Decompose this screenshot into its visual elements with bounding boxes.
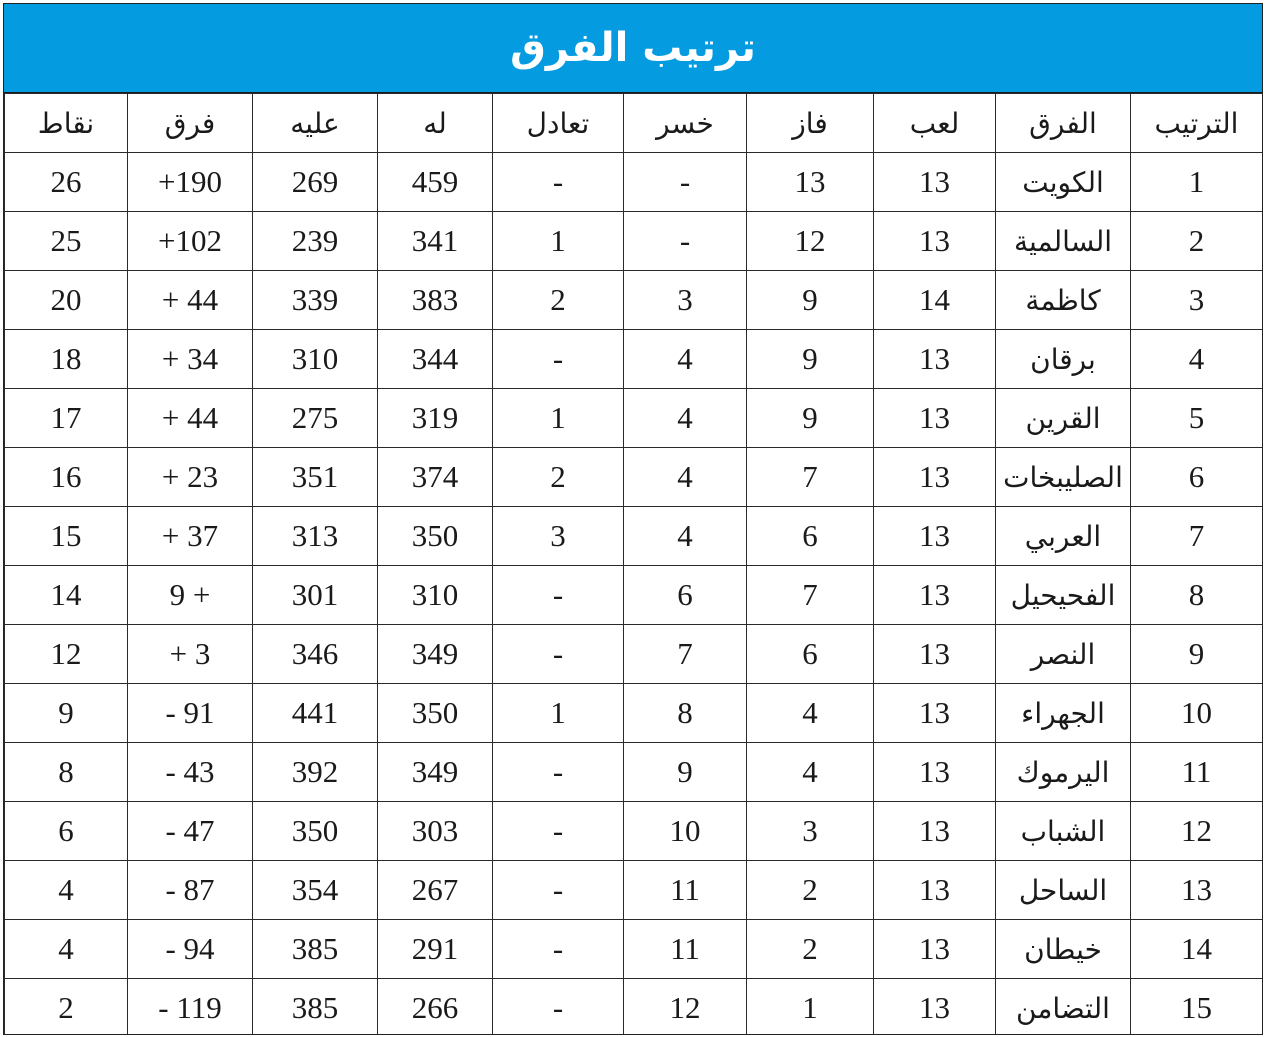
points-cell: 16 (5, 448, 128, 507)
diff-cell: + 44 (128, 389, 253, 448)
team-cell: كاظمة (996, 271, 1131, 330)
for-cell: 459 (378, 153, 493, 212)
points-cell: 25 (5, 212, 128, 271)
for-cell: 319 (378, 389, 493, 448)
rank-cell: 2 (1131, 212, 1263, 271)
played-cell: 13 (874, 212, 996, 271)
against-cell: 441 (253, 684, 378, 743)
team-cell: اليرموك (996, 743, 1131, 802)
points-cell: 8 (5, 743, 128, 802)
lost-cell: - (624, 153, 747, 212)
against-cell: 354 (253, 861, 378, 920)
played-cell: 14 (874, 271, 996, 330)
against-cell: 385 (253, 920, 378, 979)
lost-cell: 4 (624, 330, 747, 389)
header-against: عليه (253, 94, 378, 153)
for-cell: 310 (378, 566, 493, 625)
team-cell: النصر (996, 625, 1131, 684)
for-cell: 267 (378, 861, 493, 920)
table-row (5, 153, 1263, 212)
for-cell: 291 (378, 920, 493, 979)
rank-cell: 15 (1131, 979, 1263, 1036)
header-drawn: تعادل (493, 94, 624, 153)
team-cell: السالمية (996, 212, 1131, 271)
lost-cell: 10 (624, 802, 747, 861)
drawn-cell: - (493, 153, 624, 212)
team-cell: الصليبخات (996, 448, 1131, 507)
team-cell: برقان (996, 330, 1131, 389)
diff-cell: +190 (128, 153, 253, 212)
against-cell: 310 (253, 330, 378, 389)
won-cell: 2 (747, 920, 874, 979)
lost-cell: 11 (624, 861, 747, 920)
standings-table (4, 93, 1263, 1035)
table-row (5, 330, 1263, 389)
won-cell: 9 (747, 271, 874, 330)
won-cell: 6 (747, 507, 874, 566)
drawn-cell: - (493, 566, 624, 625)
played-cell: 13 (874, 389, 996, 448)
against-cell: 385 (253, 979, 378, 1036)
diff-cell: + 3 (128, 625, 253, 684)
table-row (5, 743, 1263, 802)
table-row (5, 920, 1263, 979)
header-points: نقاط (5, 94, 128, 153)
for-cell: 266 (378, 979, 493, 1036)
won-cell: 6 (747, 625, 874, 684)
diff-cell: - 91 (128, 684, 253, 743)
drawn-cell: - (493, 802, 624, 861)
points-cell: 14 (5, 566, 128, 625)
lost-cell: 11 (624, 920, 747, 979)
rank-cell: 14 (1131, 920, 1263, 979)
points-cell: 9 (5, 684, 128, 743)
drawn-cell: - (493, 743, 624, 802)
for-cell: 350 (378, 507, 493, 566)
header-rank: الترتيب (1131, 94, 1263, 153)
rank-cell: 8 (1131, 566, 1263, 625)
standings-body (5, 153, 1263, 1036)
table-row (5, 861, 1263, 920)
points-cell: 26 (5, 153, 128, 212)
against-cell: 351 (253, 448, 378, 507)
won-cell: 9 (747, 389, 874, 448)
team-cell: الشباب (996, 802, 1131, 861)
team-cell: القرين (996, 389, 1131, 448)
lost-cell: 12 (624, 979, 747, 1036)
team-cell: الفحيحيل (996, 566, 1131, 625)
rank-cell: 12 (1131, 802, 1263, 861)
against-cell: 239 (253, 212, 378, 271)
lost-cell: 9 (624, 743, 747, 802)
points-cell: 6 (5, 802, 128, 861)
points-cell: 12 (5, 625, 128, 684)
won-cell: 7 (747, 448, 874, 507)
played-cell: 13 (874, 861, 996, 920)
against-cell: 269 (253, 153, 378, 212)
drawn-cell: 1 (493, 212, 624, 271)
rank-cell: 13 (1131, 861, 1263, 920)
played-cell: 13 (874, 566, 996, 625)
won-cell: 12 (747, 212, 874, 271)
won-cell: 9 (747, 330, 874, 389)
points-cell: 17 (5, 389, 128, 448)
table-row (5, 389, 1263, 448)
drawn-cell: - (493, 979, 624, 1036)
rank-cell: 9 (1131, 625, 1263, 684)
team-cell: خيطان (996, 920, 1131, 979)
rank-cell: 3 (1131, 271, 1263, 330)
diff-cell: - 94 (128, 920, 253, 979)
for-cell: 350 (378, 684, 493, 743)
header-played: لعب (874, 94, 996, 153)
rank-cell: 1 (1131, 153, 1263, 212)
header-row (5, 94, 1263, 153)
for-cell: 374 (378, 448, 493, 507)
won-cell: 13 (747, 153, 874, 212)
points-cell: 4 (5, 861, 128, 920)
drawn-cell: 3 (493, 507, 624, 566)
diff-cell: + 44 (128, 271, 253, 330)
lost-cell: 8 (624, 684, 747, 743)
against-cell: 346 (253, 625, 378, 684)
lost-cell: - (624, 212, 747, 271)
table-row (5, 507, 1263, 566)
points-cell: 2 (5, 979, 128, 1036)
diff-cell: +102 (128, 212, 253, 271)
points-cell: 15 (5, 507, 128, 566)
won-cell: 7 (747, 566, 874, 625)
for-cell: 349 (378, 625, 493, 684)
lost-cell: 4 (624, 448, 747, 507)
rank-cell: 6 (1131, 448, 1263, 507)
drawn-cell: 1 (493, 389, 624, 448)
table-row (5, 448, 1263, 507)
team-cell: التضامن (996, 979, 1131, 1036)
diff-cell: - 119 (128, 979, 253, 1036)
table-row (5, 271, 1263, 330)
diff-cell: - 43 (128, 743, 253, 802)
header-team: الفرق (996, 94, 1131, 153)
drawn-cell: - (493, 625, 624, 684)
against-cell: 275 (253, 389, 378, 448)
header-won: فاز (747, 94, 874, 153)
table-row (5, 802, 1263, 861)
against-cell: 350 (253, 802, 378, 861)
drawn-cell: - (493, 861, 624, 920)
lost-cell: 7 (624, 625, 747, 684)
played-cell: 13 (874, 684, 996, 743)
for-cell: 344 (378, 330, 493, 389)
title-bar (4, 4, 1262, 93)
won-cell: 3 (747, 802, 874, 861)
points-cell: 20 (5, 271, 128, 330)
played-cell: 13 (874, 448, 996, 507)
played-cell: 13 (874, 743, 996, 802)
for-cell: 341 (378, 212, 493, 271)
table-row (5, 566, 1263, 625)
team-cell: العربي (996, 507, 1131, 566)
won-cell: 4 (747, 743, 874, 802)
against-cell: 392 (253, 743, 378, 802)
for-cell: 349 (378, 743, 493, 802)
played-cell: 13 (874, 979, 996, 1036)
table-row (5, 625, 1263, 684)
played-cell: 13 (874, 802, 996, 861)
team-cell: الجهراء (996, 684, 1131, 743)
played-cell: 13 (874, 153, 996, 212)
drawn-cell: 2 (493, 271, 624, 330)
drawn-cell: - (493, 330, 624, 389)
played-cell: 13 (874, 330, 996, 389)
rank-cell: 10 (1131, 684, 1263, 743)
team-cell: الساحل (996, 861, 1131, 920)
diff-cell: 9 + (128, 566, 253, 625)
against-cell: 313 (253, 507, 378, 566)
table-row (5, 979, 1263, 1036)
won-cell: 1 (747, 979, 874, 1036)
for-cell: 303 (378, 802, 493, 861)
standings-panel (3, 3, 1263, 1035)
diff-cell: - 87 (128, 861, 253, 920)
diff-cell: + 23 (128, 448, 253, 507)
lost-cell: 4 (624, 507, 747, 566)
drawn-cell: 2 (493, 448, 624, 507)
drawn-cell: - (493, 920, 624, 979)
rank-cell: 4 (1131, 330, 1263, 389)
header-for: له (378, 94, 493, 153)
against-cell: 301 (253, 566, 378, 625)
team-cell: الكويت (996, 153, 1131, 212)
lost-cell: 3 (624, 271, 747, 330)
for-cell: 383 (378, 271, 493, 330)
diff-cell: - 47 (128, 802, 253, 861)
played-cell: 13 (874, 625, 996, 684)
won-cell: 4 (747, 684, 874, 743)
diff-cell: + 34 (128, 330, 253, 389)
table-row (5, 684, 1263, 743)
won-cell: 2 (747, 861, 874, 920)
drawn-cell: 1 (493, 684, 624, 743)
table-row (5, 212, 1263, 271)
rank-cell: 7 (1131, 507, 1263, 566)
points-cell: 18 (5, 330, 128, 389)
header-diff: فرق (128, 94, 253, 153)
points-cell: 4 (5, 920, 128, 979)
played-cell: 13 (874, 507, 996, 566)
diff-cell: + 37 (128, 507, 253, 566)
lost-cell: 6 (624, 566, 747, 625)
page-title: ترتيب الفرق (510, 25, 756, 71)
lost-cell: 4 (624, 389, 747, 448)
rank-cell: 11 (1131, 743, 1263, 802)
rank-cell: 5 (1131, 389, 1263, 448)
against-cell: 339 (253, 271, 378, 330)
played-cell: 13 (874, 920, 996, 979)
header-lost: خسر (624, 94, 747, 153)
